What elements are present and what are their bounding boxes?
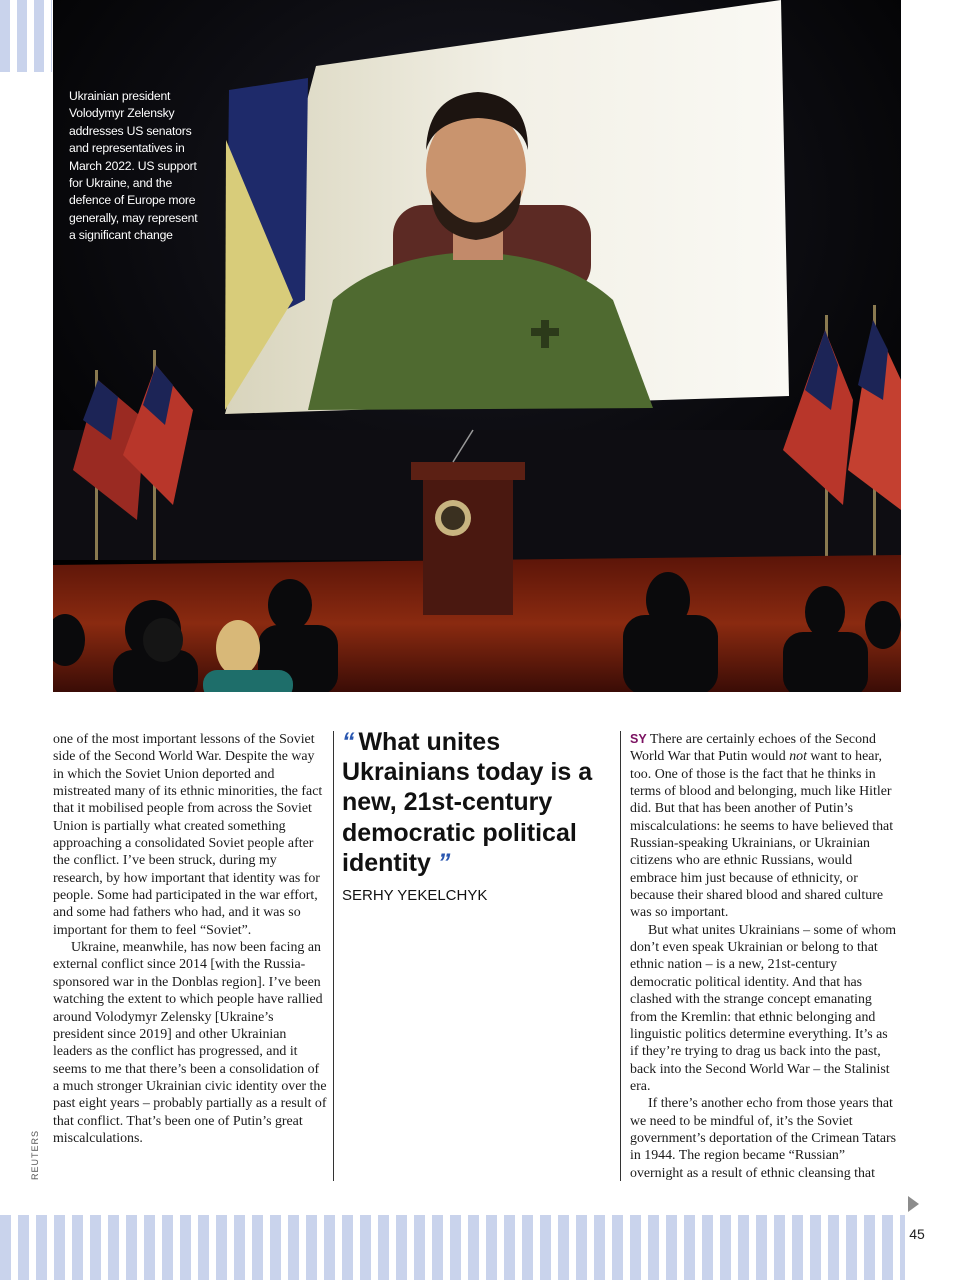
next-page-arrow-icon	[908, 1196, 919, 1212]
left-paragraph-1: one of the most important lessons of the Soviet side of the Second World War. Despite the way in which the Soviet Union deported and mistreated many of its ethnic minorities, the fact that it mobilised people from across the Soviet Union is partially what created something approaching a consolidated Soviet people after the conflict. I’ve been struck, during my research, by how important that identity was for people. Some had participated in the war effort, and some had fathers who had, and it was so important for them to feel “Soviet”.	[53, 732, 323, 938]
open-quote-mark: “	[342, 728, 352, 756]
left-column	[53, 731, 327, 1147]
right-paragraph-3: If there’s another echo from those years that we need to be mindful of, it’s the Soviet government’s deportation of the Crimean Tatars in 1944. The region became “Russian” overnight as a result of ethnic cleansing that	[630, 1096, 897, 1181]
column-divider-2	[620, 731, 621, 1181]
pull-quote-text: What unites Ukrainians today is a new, 21st-century democratic political identity	[342, 728, 593, 877]
pull-quote-author: SERHY YEKELCHYK	[342, 887, 488, 904]
pull-quote	[342, 727, 610, 878]
right-column	[630, 731, 898, 1182]
photo-caption: Ukrainian president Volodymyr Zelensky addresses US senators and representatives in March 2022. US support for Ukraine, and the defence of Europe more generally, may represent a significant change	[69, 89, 198, 243]
speaker-initials: SY	[630, 732, 647, 746]
right-paragraph-2: But what unites Ukrainians – some of whom don’t even speak Ukrainian or belong to that ethnic nation – is a new, 21st-century democratic political identity. And that has clashed with the strange concept emanating from the Kremlin: that ethnic belonging and linguistic politics determine everything. It’s as if they’re trying to drag us back into the past, back into the Second World War – the Stalinist era.	[630, 922, 897, 1094]
right-paragraph-1-start: There are certainly echoes of the Second World War that Putin would	[630, 732, 876, 765]
decorative-stripes-bottom	[0, 1215, 905, 1280]
left-paragraph-2: Ukraine, meanwhile, has now been facing an external conflict since 2014 [with the Russia-sponsored war in the Donblas region]. I’ve been watching the extent to which people have rallied around Volodymyr Zelensky [Ukraine’s president since 2019] and other Ukrainian leaders as the conflict has progressed, and it seems to me that there’s been a consolidation of a much stronger Ukrainian civic identity over the past eight years – probably partially as a result of that conflict. That’s been one of Putin’s great miscalculations.	[53, 940, 327, 1146]
close-quote-mark: ”	[437, 848, 448, 877]
right-paragraph-1-emphasis: not	[789, 749, 807, 765]
decorative-stripes-top	[0, 0, 52, 72]
column-divider-1	[333, 731, 334, 1181]
photo-credit: REUTERS	[30, 1129, 40, 1180]
page-number: 45	[909, 1226, 925, 1242]
right-paragraph-1-rest: want to hear, too. One of those is the fact that he thinks in terms of blood and belonging, much like Hitler did. But that has been another of Putin’s miscalculations: he seems to have believed that Russian-speaking Ukrainians, or Ukrainian citizens who are ethnic Russians, would embrace him just because of ethnicity, or because their shared blood and shared culture was so important.	[630, 749, 894, 921]
right-paragraph-1	[630, 731, 898, 922]
